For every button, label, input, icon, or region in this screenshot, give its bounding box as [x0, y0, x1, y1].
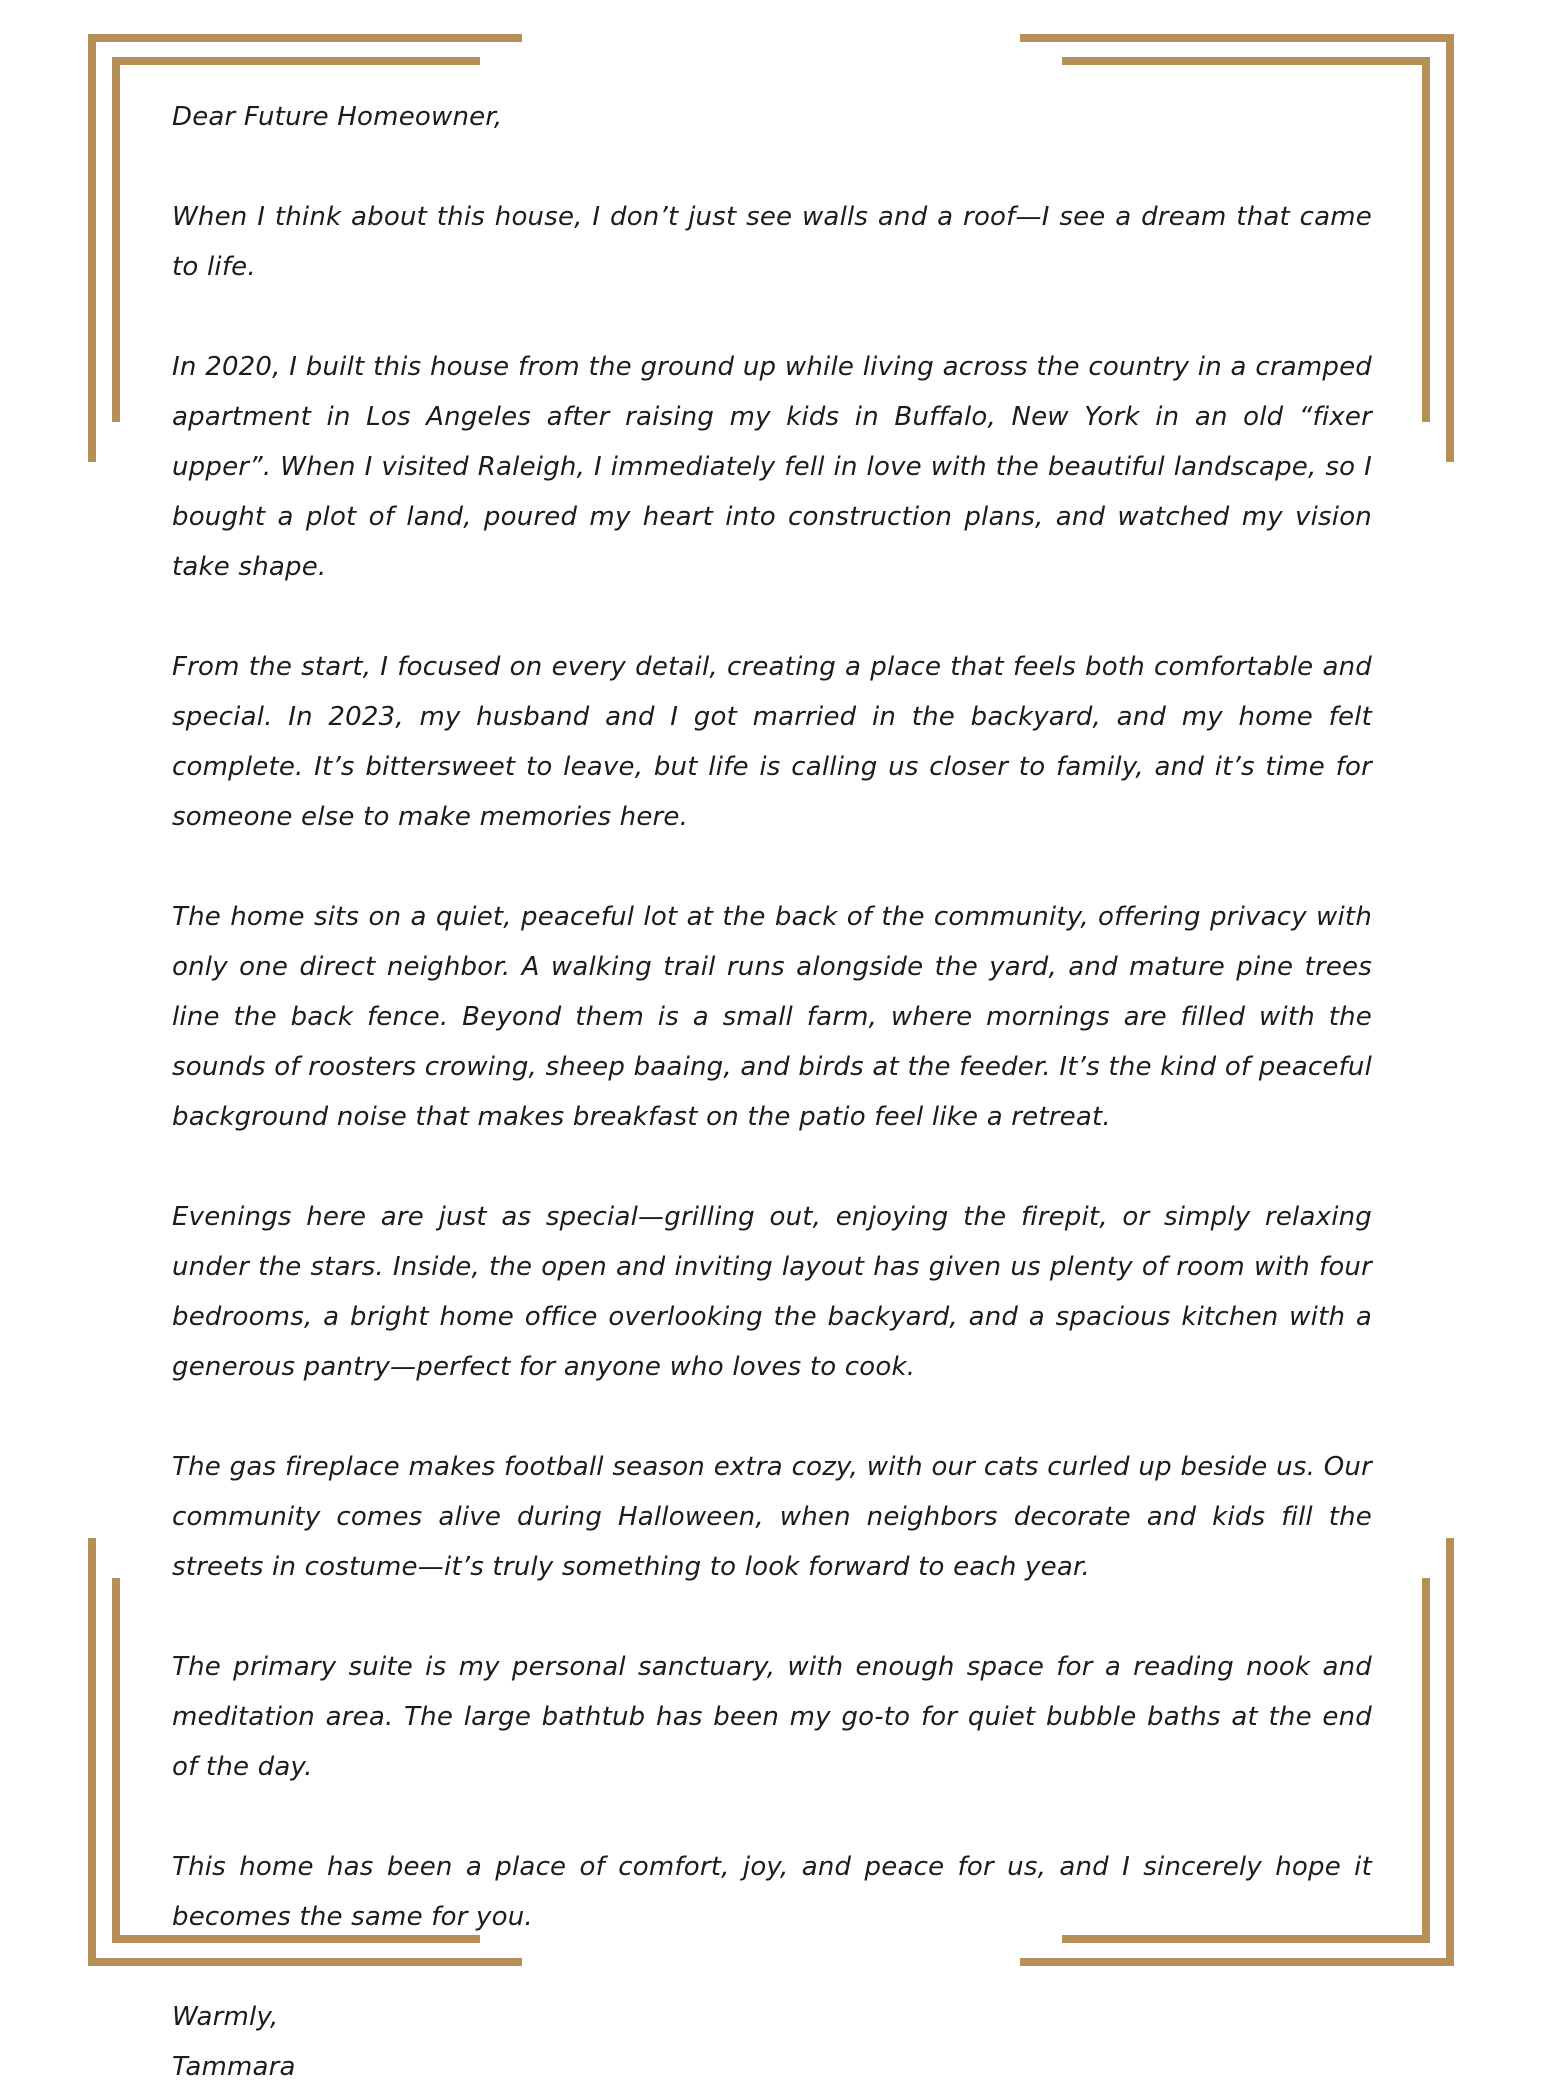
frame-top-right-inner-vertical — [1422, 57, 1430, 422]
frame-bottom-right-outer-vertical — [1446, 1538, 1454, 1966]
frame-bottom-left-outer-vertical — [88, 1538, 96, 1966]
frame-top-left-outer-vertical — [88, 34, 96, 462]
letter-body — [172, 92, 1372, 2092]
frame-top-left-inner-vertical — [112, 57, 120, 422]
frame-bottom-right-inner-vertical — [1422, 1578, 1430, 1943]
frame-top-left-outer-horizontal — [88, 34, 522, 42]
frame-top-right-outer-horizontal — [1020, 34, 1454, 42]
paragraph-8: This home has been a place of comfort, joy, and peace for us, and I sincerely hope it becomes the same for you. — [172, 1852, 1372, 1932]
paragraph-4: The home sits on a quiet, peaceful lot at the back of the community, offering privacy with only one direct neighbor. A walking trail runs alongside the yard, and mature pine trees line the back fence. Beyond them is a small farm, where mornings are filled with the sounds of roosters crowing, sheep baaing, and birds at the feeder. It’s the kind of peaceful background noise that makes breakfast on the patio feel like a retreat. — [172, 902, 1372, 1132]
frame-top-right-inner-horizontal — [1062, 57, 1430, 65]
paragraph-2: In 2020, I built this house from the ground up while living across the country in a cramped apartment in Los Angeles after raising my kids in Buffalo, New York in an old “fixer upper”. When I visited Raleigh, I immediately fell in love with the beautiful landscape, so I bought a plot of land, poured my heart into construction plans, and watched my vision take shape. — [172, 352, 1372, 582]
paragraph-3: From the start, I focused on every detail, creating a place that feels both comfortable and special. In 2023, my husband and I got married in the backyard, and my home felt complete. It’s bittersweet to leave, but life is calling us closer to family, and it’s time for someone else to make memories here. — [172, 652, 1372, 832]
paragraph-5: Evenings here are just as special—grilling out, enjoying the firepit, or simply relaxing under the stars. Inside, the open and inviting layout has given us plenty of room with four bedrooms, a bright home office overlooking the backyard, and a spacious kitchen with a generous pantry—perfect for anyone who loves to cook. — [172, 1202, 1372, 1382]
paragraph-1: When I think about this house, I don’t just see walls and a roof—I see a dream that came to life. — [172, 202, 1372, 282]
salutation: Dear Future Homeowner, — [172, 102, 503, 132]
frame-top-left-inner-horizontal — [112, 57, 480, 65]
paragraph-6: The gas fireplace makes football season extra cozy, with our cats curled up beside us. Our community comes alive during Halloween, when neighbors decorate and kids fill the streets in costume—it’s truly something to look forward to each year. — [172, 1452, 1372, 1582]
frame-bottom-left-inner-vertical — [112, 1578, 120, 1943]
signature: Tammara — [172, 2052, 296, 2082]
closing: Warmly, — [172, 2002, 279, 2032]
frame-top-right-outer-vertical — [1446, 34, 1454, 462]
paragraph-7: The primary suite is my personal sanctuary, with enough space for a reading nook and meditation area. The large bathtub has been my go-to for quiet bubble baths at the end of the day. — [172, 1652, 1372, 1782]
